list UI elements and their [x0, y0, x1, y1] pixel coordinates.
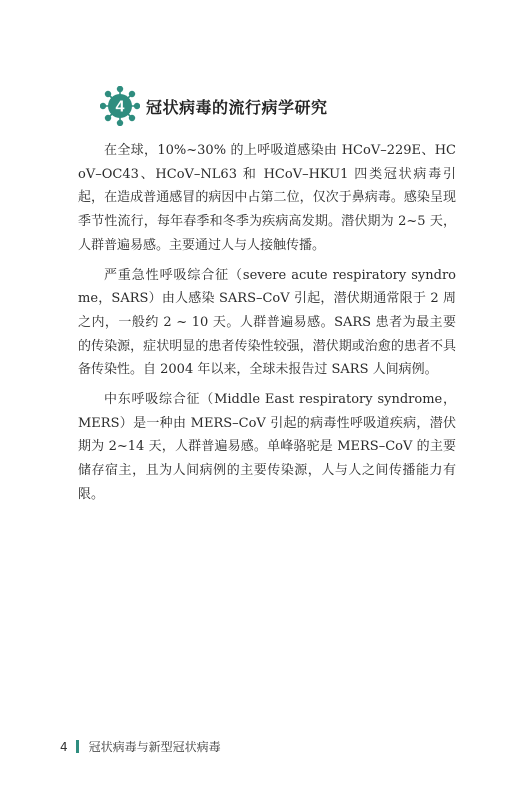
page-number: 4 — [60, 739, 68, 754]
paragraph-mers: 中东呼吸综合征（Middle East respiratory syndrome，MERS）是一种由 MERS–CoV 引起的病毒性呼吸道疾病，潜伏期为 2~14 天，人群普遍易感。单峰骆驼是 MERS–CoV 的主要储存宿主，且为人间病例的主要传染源，人与人之间传播能力有限。 — [78, 392, 456, 502]
section-title: 冠状病毒的流行病学研究 — [146, 97, 328, 117]
footer-divider — [76, 740, 79, 753]
section-number: 4 — [115, 98, 125, 116]
section-heading — [100, 86, 328, 126]
paragraph-sars: 严重急性呼吸综合征（severe acute respiratory syndrome，SARS）由人感染 SARS–CoV 引起，潜伏期通常限于 2 周之内，一般约 2 ~ 10 天。人群普遍易感。SARS 患者为最主要的传染源，症状明显的患者传染性较强，潜伏期或治愈的患者不具备传染性。自 2004 年以来，全球未报告过 SARS 人间病例。 — [78, 267, 456, 378]
book-title: 冠状病毒与新型冠状病毒 — [88, 740, 221, 754]
paragraph-hcov: 在全球，10%~30% 的上呼吸道感染由 HCoV–229E、HCoV–OC43、HCoV–NL63 和 HCoV–HKU1 四类冠状病毒引起，在造成普通感冒的病因中占第二位，仅次于鼻病毒。感染呈现季节性流行，每年春季和冬季为疾病高发期。潜伏期为 2~5 天，人群普遍易感。主要通过人与人接触传播。 — [78, 143, 456, 253]
body-text — [78, 139, 456, 513]
virus-icon — [100, 86, 140, 126]
page-footer — [60, 738, 221, 755]
